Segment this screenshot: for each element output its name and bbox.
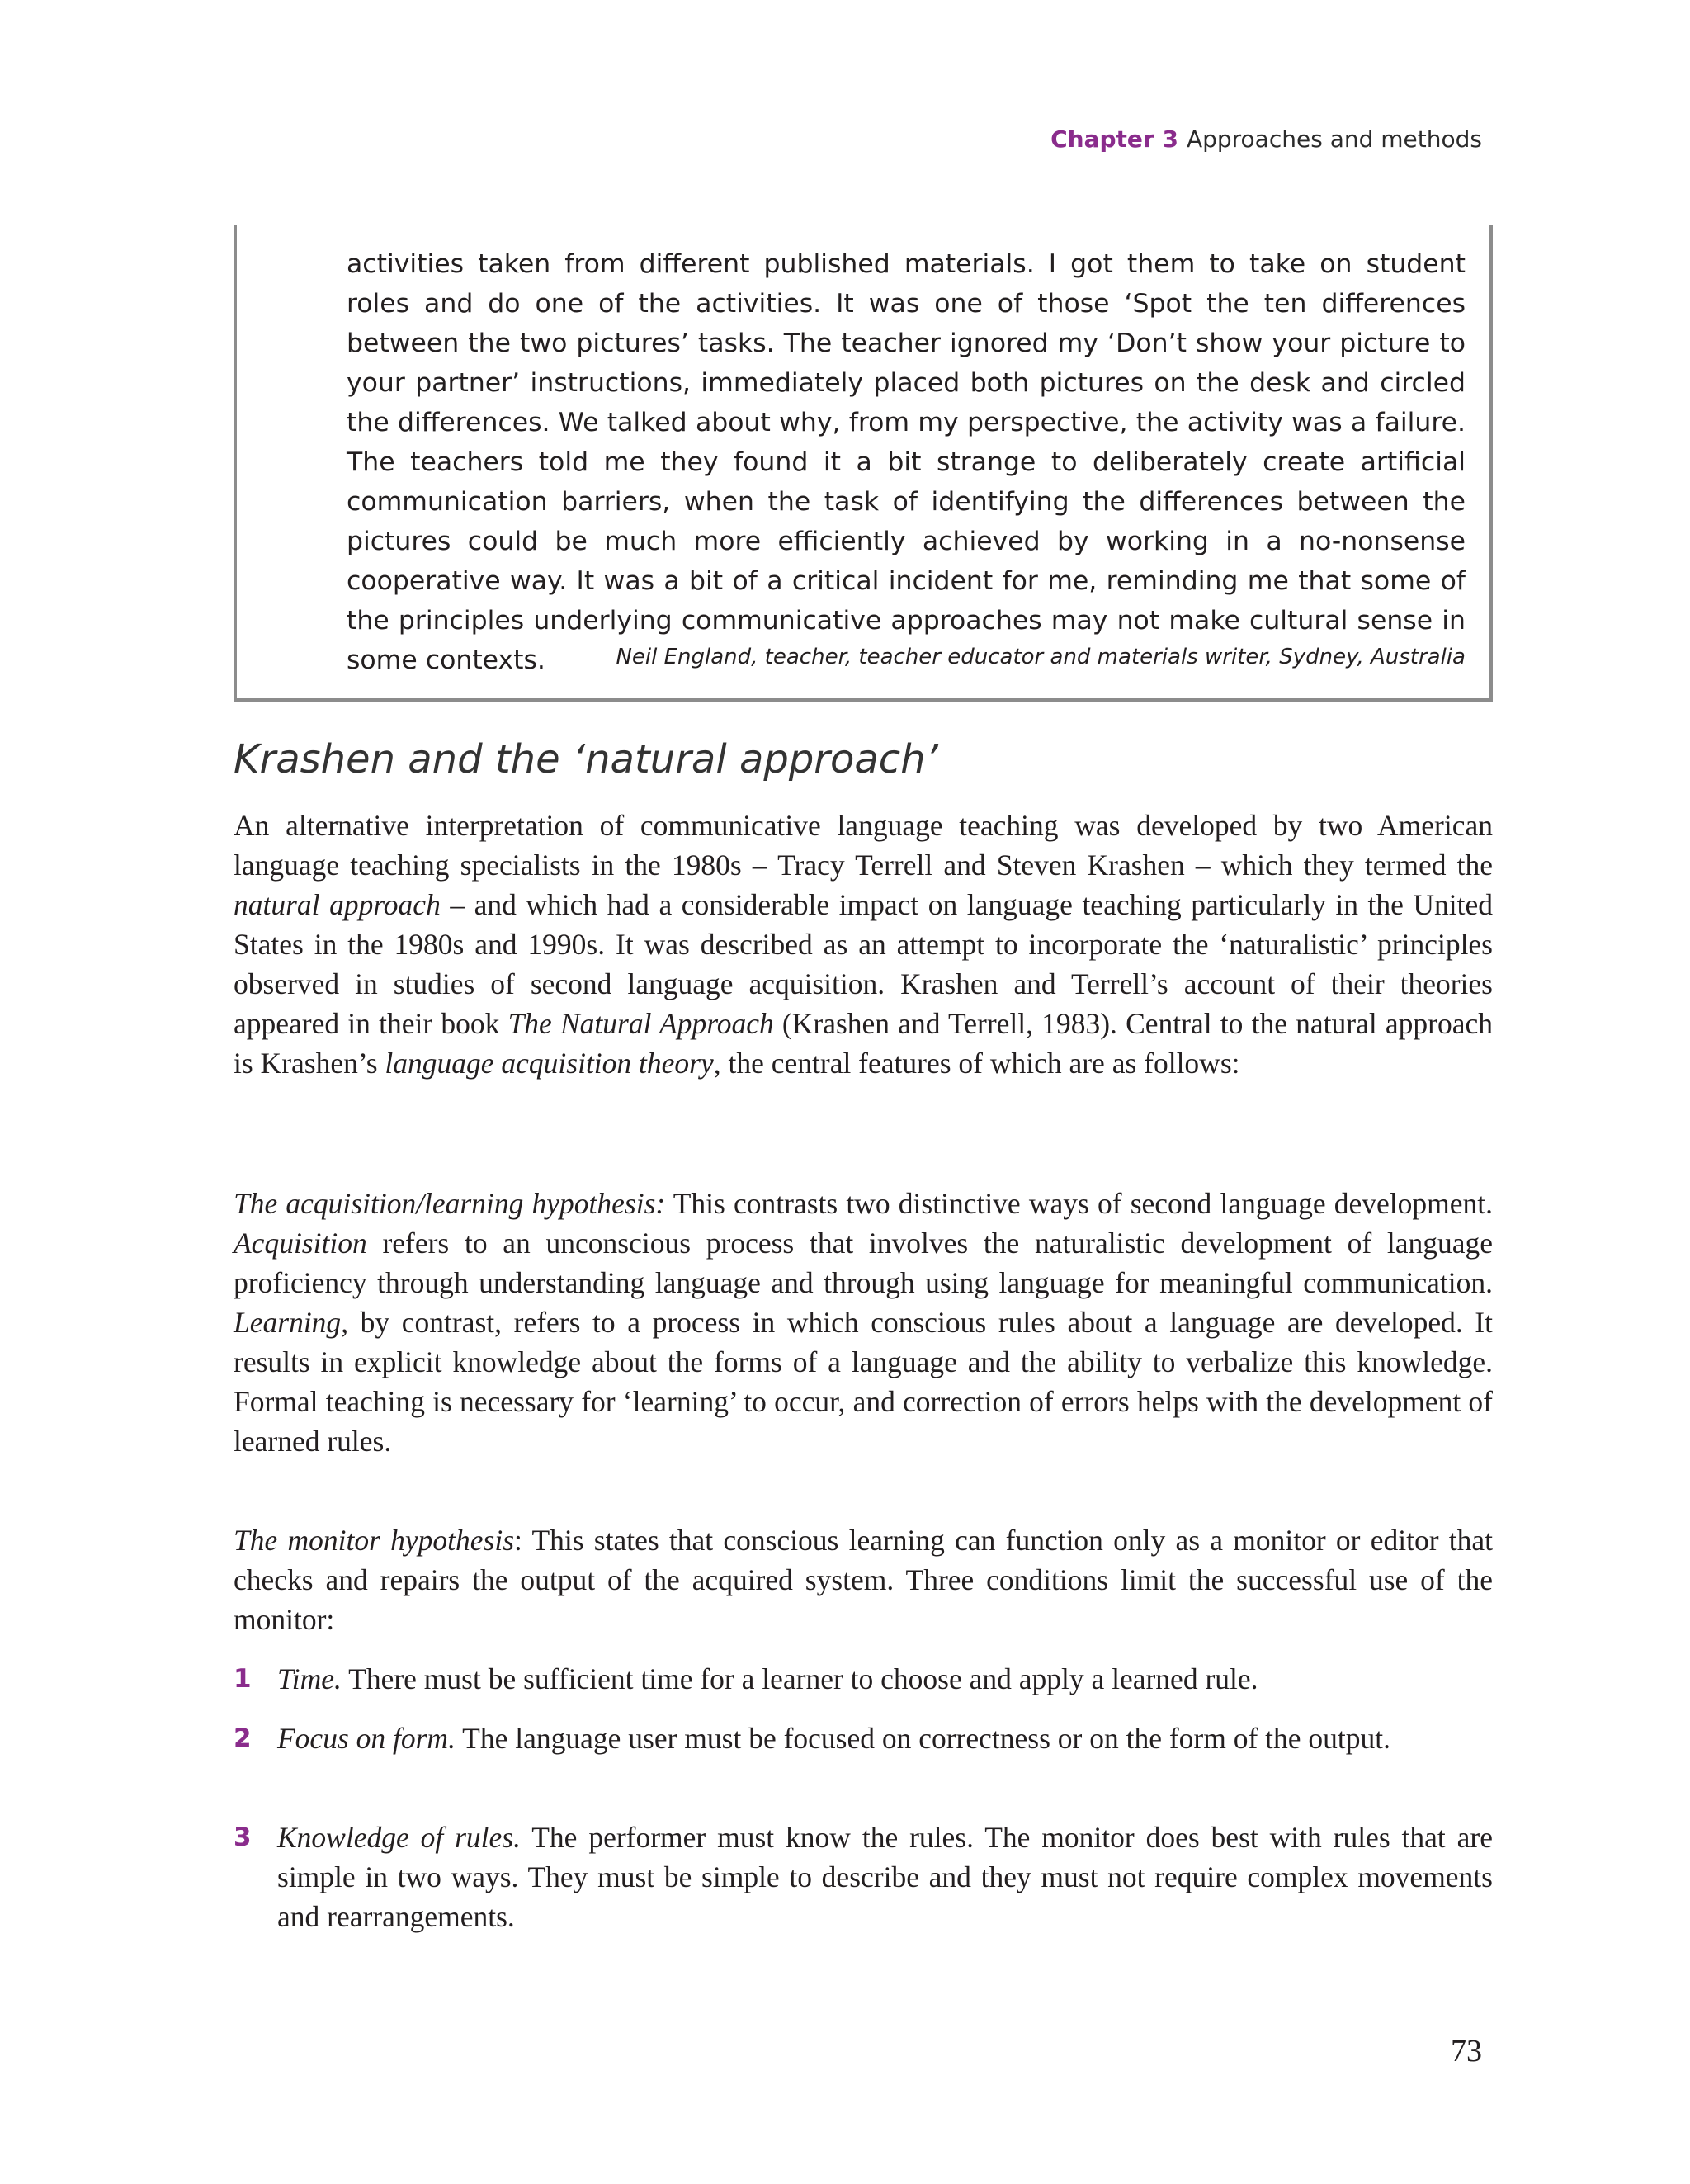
list-item-text: The language user must be focused on correctness or on the form of the output. xyxy=(455,1722,1391,1755)
list-item xyxy=(234,1659,1493,1699)
hypothesis-label: The acquisition/learning hypothesis: xyxy=(234,1187,666,1220)
list-item-label: Focus on form. xyxy=(277,1722,456,1755)
list-number: 2 xyxy=(234,1723,252,1753)
list-item xyxy=(234,1818,1493,1936)
hypothesis-label: The monitor hypothesis xyxy=(234,1524,515,1557)
list-item-label: Knowledge of rules. xyxy=(277,1821,521,1854)
list-item xyxy=(234,1718,1493,1758)
body-paragraph xyxy=(234,1520,1493,1639)
list-item-text: The performer must know the rules. The monitor does best with rules that are simple in two ways. They must be simple to describe and they must not require complex movements and rearrangements. xyxy=(277,1821,1493,1933)
book-title: The Natural Approach xyxy=(507,1007,774,1040)
running-head xyxy=(1050,125,1482,153)
chapter-title: Approaches and methods xyxy=(1186,125,1482,153)
page-number: 73 xyxy=(1451,2034,1482,2068)
text-run: An alternative interpretation of communicative language teaching was developed by two American language teaching specialists in the 1980s – Tracy Terrell and Steven Krashen – which they termed the xyxy=(234,809,1493,882)
text-run: (Krashen and Terrell, 1983). Central to the natural approach is Krashen’s xyxy=(234,1007,1494,1080)
quote-attribution: Neil England, teacher, teacher educator and materials writer, Sydney, Australia xyxy=(616,645,1466,669)
italic-term: Acquisition xyxy=(234,1227,367,1260)
italic-term: Learning xyxy=(234,1306,342,1339)
list-number: 3 xyxy=(234,1822,252,1852)
text-run: , by contrast, refers to a process in which conscious rules about a language are developed. It results in explicit knowledge about the forms of a language and the ability to verbalize this knowledge. Formal teaching is necessary for ‘learning’ to occur, and correction of errors helps with the development of learned rules. xyxy=(234,1306,1493,1458)
list-number: 1 xyxy=(234,1664,252,1694)
list-item-text: There must be sufficient time for a learner to choose and apply a learned rule. xyxy=(341,1662,1258,1695)
body-paragraph xyxy=(234,806,1493,1083)
text-run: This contrasts two distinctive ways of second language development. xyxy=(665,1187,1493,1220)
text-run: – and which had a considerable impact on language teaching particularly in the United States in the 1980s and 1990s. It was described as an attempt to incorporate the ‘naturalistic’ principles observed in studies of second language acquisition. Krashen and Terrell’s account of their theories appeared in their book xyxy=(234,888,1493,1040)
text-run: , the central features of which are as follows: xyxy=(713,1047,1240,1080)
text-run: : This states that conscious learning can function only as a monitor or editor that checks and repairs the output of the acquired system. Three conditions limit the successful use of the monitor: xyxy=(234,1524,1493,1636)
text-run: refers to an unconscious process that involves the naturalistic development of language proficiency through understanding language and through using language for meaningful communication. xyxy=(234,1227,1493,1299)
body-paragraph xyxy=(234,1184,1493,1461)
quote-text: activities taken from different published materials. I got them to take on student roles and do one of the activities. It was one of those ‘Spot the ten differences between the two pictures’ tasks. The teacher ignored my ‘Don’t show your picture to your partner’ instructions, immediately placed both pictures on the desk and circled the differences. We talked about why, from my perspective, the activity was a failure. The teachers told me they found it a bit strange to deliberately create artificial communication barriers, when the task of identifying the differences between the pictures could be much more efficiently achieved by working in a no-nonsense cooperative way. It was a bit of a critical incident for me, reminding me that some of the principles underlying communicative approaches may not make cultural sense in some contexts. xyxy=(347,249,1466,675)
italic-term: language acquisition theory xyxy=(385,1047,714,1080)
section-heading: Krashen and the ‘natural approach’ xyxy=(234,736,938,782)
list-item-label: Time. xyxy=(277,1662,342,1695)
italic-term: natural approach xyxy=(234,888,441,921)
chapter-label: Chapter 3 xyxy=(1050,125,1178,153)
